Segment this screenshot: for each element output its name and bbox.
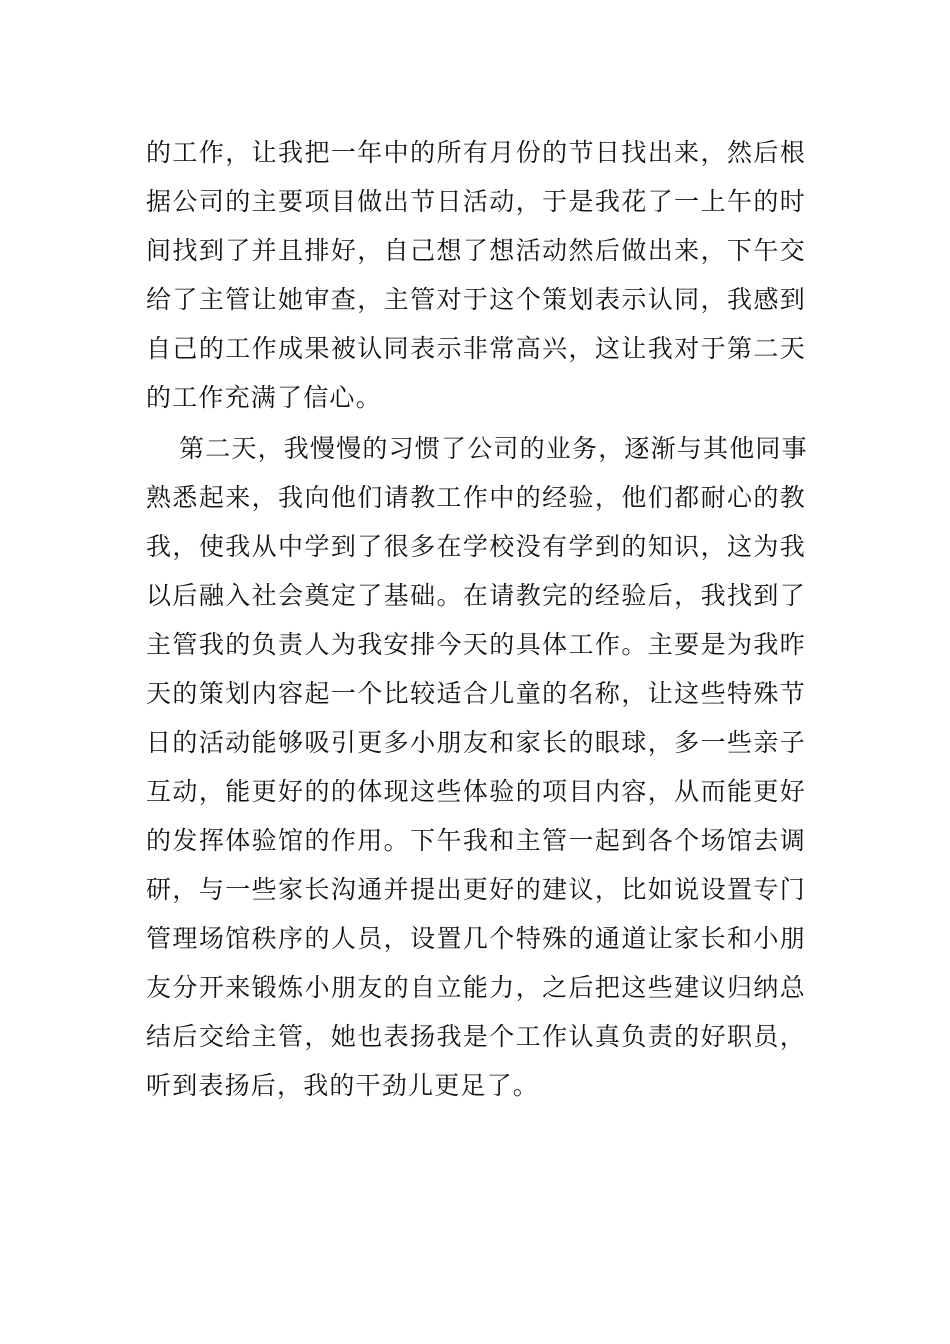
text-line: 熟悉起来，我向他们请教工作中的经验，他们都耐心的教 <box>146 483 806 512</box>
text-line: 的发挥体验馆的作用。下午我和主管一起到各个场馆去调 <box>146 826 806 855</box>
text-line: 研，与一些家长沟通并提出更好的建议，比如说设置专门 <box>146 875 806 904</box>
text-line: 日的活动能够吸引更多小朋友和家长的眼球，多一些亲子 <box>146 728 806 757</box>
paragraph-1 <box>146 128 806 422</box>
text-line: 天的策划内容起一个比较适合儿童的名称，让这些特殊节 <box>146 679 806 708</box>
text-line: 听到表扬后，我的干劲儿更足了。 <box>146 1071 540 1100</box>
text-line: 结后交给主管，她也表扬我是个工作认真负责的好职员， <box>146 1022 806 1051</box>
text-line: 以后融入社会奠定了基础。在请教完的经验后，我找到了 <box>146 581 806 610</box>
text-line: 管理场馆秩序的人员，设置几个特殊的通道让家长和小朋 <box>146 924 806 953</box>
text-line: 第二天，我慢慢的习惯了公司的业务，逐渐与其他同事 <box>179 434 808 463</box>
text-line: 给了主管让她审查，主管对于这个策划表示认同，我感到 <box>146 285 806 314</box>
text-line: 我，使我从中学到了很多在学校没有学到的知识，这为我 <box>146 532 806 561</box>
paragraph-2 <box>146 424 806 1110</box>
text-line: 互动，能更好的的体现这些体验的项目内容，从而能更好 <box>146 777 806 806</box>
text-line: 间找到了并且排好，自己想了想活动然后做出来，下午交 <box>146 236 806 265</box>
text-line: 的工作充满了信心。 <box>146 383 382 412</box>
text-line: 主管我的负责人为我安排今天的具体工作。主要是为我昨 <box>146 630 806 659</box>
text-line: 自己的工作成果被认同表示非常高兴，这让我对于第二天 <box>146 334 806 363</box>
text-line: 的工作，让我把一年中的所有月份的节日找出来，然后根 <box>146 138 806 167</box>
document-body <box>146 128 806 1110</box>
text-line: 据公司的主要项目做出节日活动，于是我花了一上午的时 <box>146 187 806 216</box>
text-line: 友分开来锻炼小朋友的自立能力，之后把这些建议归纳总 <box>146 973 806 1002</box>
